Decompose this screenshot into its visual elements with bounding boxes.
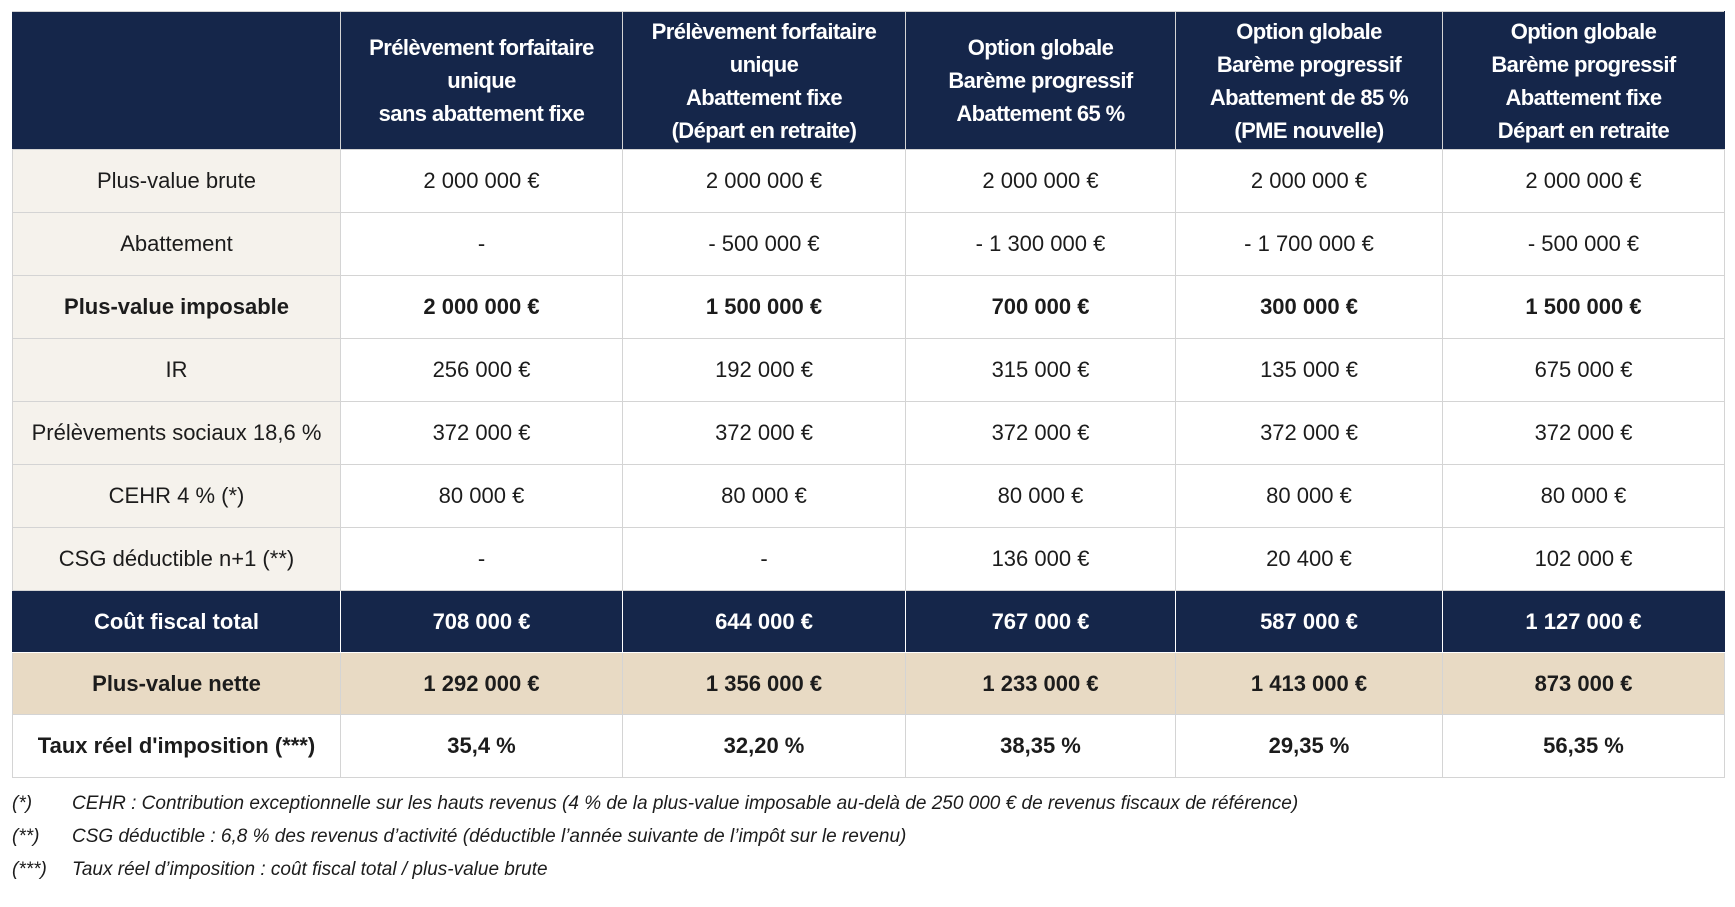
table-cell: 80 000 €	[906, 465, 1176, 528]
header-line: Barème progressif	[948, 68, 1133, 93]
header-line: (Départ en retraite)	[671, 117, 857, 143]
table-cell: 29,35 %	[1176, 715, 1443, 778]
header-line: Prélèvement forfaitaire unique	[651, 18, 877, 77]
table-cell: 372 000 €	[906, 402, 1176, 465]
table-cell: 2 000 000 €	[1443, 150, 1725, 213]
table-cell: 644 000 €	[623, 591, 906, 653]
table-cell: 1 356 000 €	[623, 653, 906, 715]
footnote	[12, 820, 1712, 853]
header-cell-empty	[13, 12, 341, 150]
table-cell: -	[623, 528, 906, 591]
table-cell: 56,35 %	[1443, 715, 1725, 778]
footnote-text: CSG déductible : 6,8 % des revenus d’activité (déductible l’année suivante de l’impôt sur le revenu)	[72, 826, 907, 847]
table-cell: 35,4 %	[341, 715, 623, 778]
table-cell: 873 000 €	[1443, 653, 1725, 715]
header-cell-option-globale-retraite	[1443, 12, 1725, 150]
table-cell: 2 000 000 €	[341, 276, 623, 339]
table-row	[13, 213, 1725, 276]
table-header-row	[13, 12, 1725, 150]
table-body	[13, 150, 1725, 778]
row-label: Plus-value brute	[13, 150, 341, 213]
table-cell: 1 233 000 €	[906, 653, 1176, 715]
table-cell: 2 000 000 €	[623, 150, 906, 213]
table-cell: 38,35 %	[906, 715, 1176, 778]
table-cell: 20 400 €	[1176, 528, 1443, 591]
header-cell-pfu-abattement-fixe	[623, 12, 906, 150]
header-cell-option-globale-65	[906, 12, 1176, 150]
row-label: Plus-value imposable	[13, 276, 341, 339]
table-cell: - 500 000 €	[623, 213, 906, 276]
table-cell: 1 500 000 €	[1443, 276, 1725, 339]
footnote	[12, 853, 1712, 886]
row-label: Coût fiscal total	[13, 591, 341, 653]
header-line: Option globale	[967, 35, 1114, 60]
header-line: Abattement fixe	[685, 84, 843, 110]
footnote-text: CEHR : Contribution exceptionnelle sur les hauts revenus (4 % de la plus-value imposable au-delà de 250 000 € de revenus fiscaux de référence)	[72, 793, 1299, 814]
table-row	[13, 276, 1725, 339]
table-cell: 80 000 €	[1176, 465, 1443, 528]
header-cell-option-globale-85	[1176, 12, 1443, 150]
row-label: CSG déductible n+1 (**)	[13, 528, 341, 591]
row-label: Prélèvements sociaux 18,6 %	[13, 402, 341, 465]
row-label: IR	[13, 339, 341, 402]
footnote-marker: (*)	[12, 793, 33, 814]
table-cell: 32,20 %	[623, 715, 906, 778]
header-line: Abattement de 85 %	[1209, 84, 1409, 110]
header-line: (PME nouvelle)	[1234, 117, 1384, 143]
table-cell: 80 000 €	[623, 465, 906, 528]
table-row	[13, 150, 1725, 213]
header-line: Abattement 65 %	[956, 101, 1125, 126]
table-cell: 708 000 €	[341, 591, 623, 653]
table-cell: 1 127 000 €	[1443, 591, 1725, 653]
table-cell: 102 000 €	[1443, 528, 1725, 591]
row-label: Abattement	[13, 213, 341, 276]
table-cell: 675 000 €	[1443, 339, 1725, 402]
footnote-marker: (**)	[12, 826, 40, 847]
table-cell: 135 000 €	[1176, 339, 1443, 402]
header-line: Abattement fixe	[1505, 84, 1662, 110]
header-line: Départ en retraite	[1497, 117, 1670, 143]
header-line: Option globale	[1510, 18, 1657, 44]
table-cell: 300 000 €	[1176, 276, 1443, 339]
footnote-text: Taux réel d’imposition : coût fiscal total / plus-value brute	[72, 859, 548, 880]
table-cell: 80 000 €	[341, 465, 623, 528]
table-cell: 372 000 €	[1176, 402, 1443, 465]
row-label: Plus-value nette	[13, 653, 341, 715]
footnote	[12, 787, 1712, 820]
table-cell: 372 000 €	[623, 402, 906, 465]
table-cell: 80 000 €	[1443, 465, 1725, 528]
table-cell: - 500 000 €	[1443, 213, 1725, 276]
table-cell: 1 413 000 €	[1176, 653, 1443, 715]
table-cell: -	[341, 528, 623, 591]
table-cell: 256 000 €	[341, 339, 623, 402]
table-cell: 1 500 000 €	[623, 276, 906, 339]
tax-comparison-table	[12, 11, 1725, 778]
table-row	[13, 465, 1725, 528]
header-line: Option globale	[1236, 18, 1382, 44]
table-cell: 700 000 €	[906, 276, 1176, 339]
table-cell: 2 000 000 €	[1176, 150, 1443, 213]
table-cell: 2 000 000 €	[341, 150, 623, 213]
table-cell: 372 000 €	[341, 402, 623, 465]
table-cell: 587 000 €	[1176, 591, 1443, 653]
table-cell: -	[341, 213, 623, 276]
table-row	[13, 591, 1725, 653]
header-cell-pfu-sans-abattement	[341, 12, 623, 150]
header-line: Barème progressif	[1491, 51, 1676, 77]
table-row	[13, 653, 1725, 715]
footnote-marker: (***)	[12, 859, 47, 880]
table-cell: 767 000 €	[906, 591, 1176, 653]
footnotes	[12, 787, 1712, 886]
table-cell: 1 292 000 €	[341, 653, 623, 715]
table-cell: 192 000 €	[623, 339, 906, 402]
table-cell: 2 000 000 €	[906, 150, 1176, 213]
table-row	[13, 715, 1725, 778]
header-line: Prélèvement forfaitaire unique	[369, 35, 594, 93]
table-cell: - 1 300 000 €	[906, 213, 1176, 276]
table-cell: 372 000 €	[1443, 402, 1725, 465]
table-cell: - 1 700 000 €	[1176, 213, 1443, 276]
header-line: sans abattement fixe	[378, 101, 585, 126]
table-row	[13, 402, 1725, 465]
table-row	[13, 339, 1725, 402]
table-cell: 315 000 €	[906, 339, 1176, 402]
header-line: Barème progressif	[1216, 51, 1402, 77]
row-label: Taux réel d'imposition (***)	[13, 715, 341, 778]
table-cell: 136 000 €	[906, 528, 1176, 591]
row-label: CEHR 4 % (*)	[13, 465, 341, 528]
table-row	[13, 528, 1725, 591]
